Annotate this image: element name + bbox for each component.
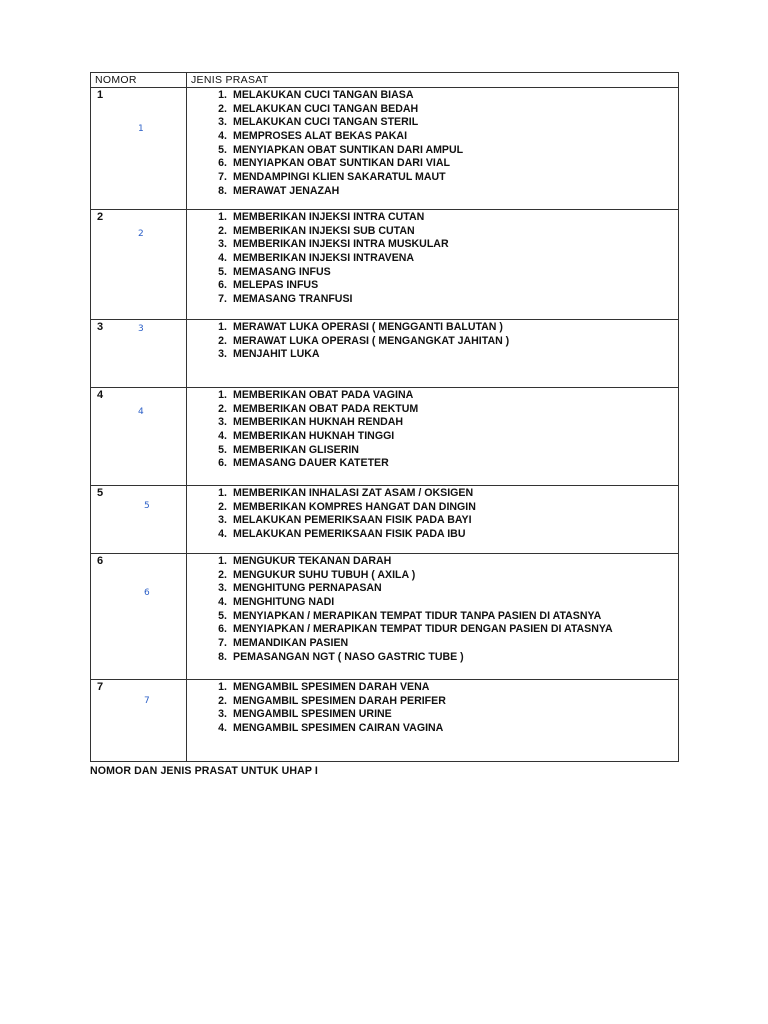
group-number: 3 xyxy=(97,321,104,333)
list-item xyxy=(187,623,678,637)
list-item-text: MENJAHIT LUKA xyxy=(233,348,320,361)
list-item-index: 7. xyxy=(218,637,227,650)
prasat-list xyxy=(187,486,678,542)
list-item-text: MEMBERIKAN INJEKSI SUB CUTAN xyxy=(233,224,415,237)
list-item-index: 3. xyxy=(218,238,227,251)
list-item-index: 1. xyxy=(218,681,227,693)
list-item xyxy=(187,89,678,103)
list-item xyxy=(187,335,678,349)
list-item-index: 2. xyxy=(218,694,227,707)
list-item-index: 2. xyxy=(218,334,227,347)
list-item xyxy=(187,348,678,362)
list-item-index: 4. xyxy=(218,252,227,265)
list-item-index: 5. xyxy=(218,609,227,622)
list-item xyxy=(187,144,678,158)
nomor-cell xyxy=(91,88,187,210)
handwritten-number-mark: 6 xyxy=(144,588,150,598)
table-row xyxy=(91,388,679,486)
list-item xyxy=(187,582,678,596)
table-row xyxy=(91,554,679,680)
list-item-text: MEMBERIKAN INJEKSI INTRAVENA xyxy=(233,252,415,265)
nomor-cell xyxy=(91,554,187,680)
list-item-text: MEMBERIKAN OBAT PADA VAGINA xyxy=(233,389,414,401)
list-item xyxy=(187,444,678,458)
list-item xyxy=(187,487,678,501)
list-item-text: MEMASANG DAUER KATETER xyxy=(233,457,389,470)
list-item-text: MEMBERIKAN OBAT PADA REKTUM xyxy=(233,402,419,415)
prasat-list xyxy=(187,88,678,199)
list-item-index: 7. xyxy=(218,293,227,306)
nomor-cell xyxy=(91,320,187,388)
list-item-index: 1. xyxy=(218,487,227,499)
list-item xyxy=(187,457,678,471)
list-item xyxy=(187,528,678,542)
list-item-index: 1. xyxy=(218,389,227,401)
list-item xyxy=(187,266,678,280)
prasat-list xyxy=(187,210,678,307)
list-item-index: 2. xyxy=(218,224,227,237)
list-item-text: MENGUKUR TEKANAN DARAH xyxy=(233,555,392,567)
list-item-text: MELAKUKAN PEMERIKSAAN FISIK PADA BAYI xyxy=(233,514,472,527)
jenis-prasat-cell xyxy=(187,210,679,320)
list-item xyxy=(187,555,678,569)
list-item xyxy=(187,403,678,417)
group-number: 1 xyxy=(97,89,104,101)
list-item xyxy=(187,293,678,307)
prasat-list xyxy=(187,320,678,362)
prasat-list xyxy=(187,680,678,736)
list-item xyxy=(187,103,678,117)
list-item-index: 4. xyxy=(218,528,227,541)
list-item-text: MERAWAT LUKA OPERASI ( MENGANGKAT JAHITAN ) xyxy=(233,334,510,347)
list-item-index: 6. xyxy=(218,623,227,636)
list-item xyxy=(187,211,678,225)
jenis-prasat-cell xyxy=(187,486,679,554)
handwritten-number-mark: 5 xyxy=(144,501,150,511)
list-item-text: MELAKUKAN CUCI TANGAN BIASA xyxy=(233,89,414,101)
list-item xyxy=(187,321,678,335)
list-item xyxy=(187,569,678,583)
prasat-list xyxy=(187,388,678,471)
table-header-row xyxy=(91,73,679,88)
list-item xyxy=(187,637,678,651)
list-item-index: 6. xyxy=(218,157,227,170)
jenis-prasat-cell xyxy=(187,320,679,388)
list-item xyxy=(187,225,678,239)
list-item xyxy=(187,130,678,144)
list-item xyxy=(187,501,678,515)
list-item-index: 2. xyxy=(218,500,227,513)
list-item-index: 5. xyxy=(218,143,227,156)
list-item xyxy=(187,610,678,624)
table-row xyxy=(91,210,679,320)
list-item-text: MELEPAS INFUS xyxy=(233,279,319,292)
list-item-text: MENYIAPKAN / MERAPIKAN TEMPAT TIDUR DENGAN PASIEN DI ATASNYA xyxy=(233,623,613,636)
list-item-index: 3. xyxy=(218,348,227,361)
list-item-text: MEMASANG INFUS xyxy=(233,265,331,278)
list-item xyxy=(187,185,678,199)
header-jenis-prasat: JENIS PRASAT xyxy=(187,73,679,88)
list-item-index: 1. xyxy=(218,211,227,223)
list-item xyxy=(187,416,678,430)
list-item-text: MENYIAPKAN / MERAPIKAN TEMPAT TIDUR TANPA PASIEN DI ATASNYA xyxy=(233,609,602,622)
document-sheet xyxy=(90,72,678,777)
list-item xyxy=(187,695,678,709)
list-item-index: 5. xyxy=(218,265,227,278)
list-item xyxy=(187,708,678,722)
list-item xyxy=(187,430,678,444)
list-item-index: 3. xyxy=(218,514,227,527)
list-item-text: MENGUKUR SUHU TUBUH ( AXILA ) xyxy=(233,568,416,581)
list-item xyxy=(187,157,678,171)
list-item-index: 6. xyxy=(218,457,227,470)
list-item-index: 2. xyxy=(218,102,227,115)
header-nomor: NOMOR xyxy=(91,73,187,88)
table-row xyxy=(91,88,679,210)
document-caption: NOMOR DAN JENIS PRASAT UNTUK UHAP I xyxy=(90,765,318,777)
list-item-index: 3. xyxy=(218,708,227,721)
jenis-prasat-cell xyxy=(187,554,679,680)
group-number: 4 xyxy=(97,389,104,401)
list-item xyxy=(187,171,678,185)
list-item-index: 8. xyxy=(218,650,227,663)
list-item-index: 1. xyxy=(218,89,227,101)
list-item-text: MEMBERIKAN GLISERIN xyxy=(233,443,359,456)
nomor-cell xyxy=(91,210,187,320)
nomor-cell xyxy=(91,388,187,486)
list-item xyxy=(187,279,678,293)
list-item xyxy=(187,252,678,266)
list-item-text: MEMASANG TRANFUSI xyxy=(233,293,353,306)
list-item-text: MENGAMBIL SPESIMEN URINE xyxy=(233,708,392,721)
list-item-text: MERAWAT JENAZAH xyxy=(233,184,340,197)
list-item xyxy=(187,596,678,610)
list-item-text: MEMBERIKAN INJEKSI INTRA MUSKULAR xyxy=(233,238,449,251)
list-item-text: MEMANDIKAN PASIEN xyxy=(233,637,349,650)
table-row xyxy=(91,320,679,388)
jenis-prasat-cell xyxy=(187,388,679,486)
list-item xyxy=(187,681,678,695)
nomor-cell xyxy=(91,680,187,762)
list-item-index: 1. xyxy=(218,555,227,567)
list-item-index: 3. xyxy=(218,582,227,595)
list-item-text: MENDAMPINGI KLIEN SAKARATUL MAUT xyxy=(233,171,446,184)
jenis-prasat-cell xyxy=(187,680,679,762)
group-number: 7 xyxy=(97,681,104,693)
list-item-index: 8. xyxy=(218,184,227,197)
list-item-index: 6. xyxy=(218,279,227,292)
list-item xyxy=(187,238,678,252)
list-item-index: 5. xyxy=(218,443,227,456)
list-item-text: MEMBERIKAN INHALASI ZAT ASAM / OKSIGEN xyxy=(233,487,474,499)
list-item xyxy=(187,389,678,403)
list-item-index: 4. xyxy=(218,430,227,443)
list-item-text: MERAWAT LUKA OPERASI ( MENGGANTI BALUTAN ) xyxy=(233,321,503,333)
list-item-text: MENGAMBIL SPESIMEN DARAH PERIFER xyxy=(233,694,446,707)
handwritten-number-mark: 7 xyxy=(144,696,150,706)
group-number: 6 xyxy=(97,555,104,567)
jenis-prasat-cell xyxy=(187,88,679,210)
list-item-index: 7. xyxy=(218,171,227,184)
list-item-index: 4. xyxy=(218,596,227,609)
table-row xyxy=(91,680,679,762)
list-item-text: MENGHITUNG PERNAPASAN xyxy=(233,582,382,595)
list-item xyxy=(187,116,678,130)
list-item-text: MEMBERIKAN HUKNAH RENDAH xyxy=(233,416,404,429)
list-item xyxy=(187,514,678,528)
list-item xyxy=(187,651,678,665)
list-item-text: MELAKUKAN CUCI TANGAN BEDAH xyxy=(233,102,419,115)
list-item-text: MELAKUKAN PEMERIKSAAN FISIK PADA IBU xyxy=(233,528,466,541)
list-item-text: MEMBERIKAN KOMPRES HANGAT DAN DINGIN xyxy=(233,500,476,513)
handwritten-number-mark: 2 xyxy=(138,229,144,239)
group-number: 5 xyxy=(97,487,104,499)
table-body xyxy=(91,88,679,762)
nomor-cell xyxy=(91,486,187,554)
table-row xyxy=(91,486,679,554)
handwritten-number-mark: 1 xyxy=(138,124,144,134)
list-item-text: PEMASANGAN NGT ( NASO GASTRIC TUBE ) xyxy=(233,650,464,663)
prasat-table xyxy=(90,72,679,762)
prasat-list xyxy=(187,554,678,665)
list-item-index: 1. xyxy=(218,321,227,333)
list-item-text: MEMPROSES ALAT BEKAS PAKAI xyxy=(233,130,408,143)
list-item-index: 4. xyxy=(218,722,227,735)
list-item-text: MENYIAPKAN OBAT SUNTIKAN DARI VIAL xyxy=(233,157,450,170)
list-item-index: 3. xyxy=(218,416,227,429)
list-item-index: 2. xyxy=(218,568,227,581)
handwritten-number-mark: 3 xyxy=(138,324,144,334)
handwritten-number-mark: 4 xyxy=(138,407,144,417)
list-item-text: MENGAMBIL SPESIMEN CAIRAN VAGINA xyxy=(233,722,444,735)
list-item-text: MENGHITUNG NADI xyxy=(233,596,335,609)
list-item-text: MEMBERIKAN INJEKSI INTRA CUTAN xyxy=(233,211,425,223)
list-item-index: 4. xyxy=(218,130,227,143)
list-item-index: 3. xyxy=(218,116,227,129)
list-item-text: MEMBERIKAN HUKNAH TINGGI xyxy=(233,430,395,443)
list-item-text: MELAKUKAN CUCI TANGAN STERIL xyxy=(233,116,419,129)
group-number: 2 xyxy=(97,211,104,223)
list-item xyxy=(187,722,678,736)
list-item-text: MENYIAPKAN OBAT SUNTIKAN DARI AMPUL xyxy=(233,143,464,156)
list-item-index: 2. xyxy=(218,402,227,415)
list-item-text: MENGAMBIL SPESIMEN DARAH VENA xyxy=(233,681,430,693)
